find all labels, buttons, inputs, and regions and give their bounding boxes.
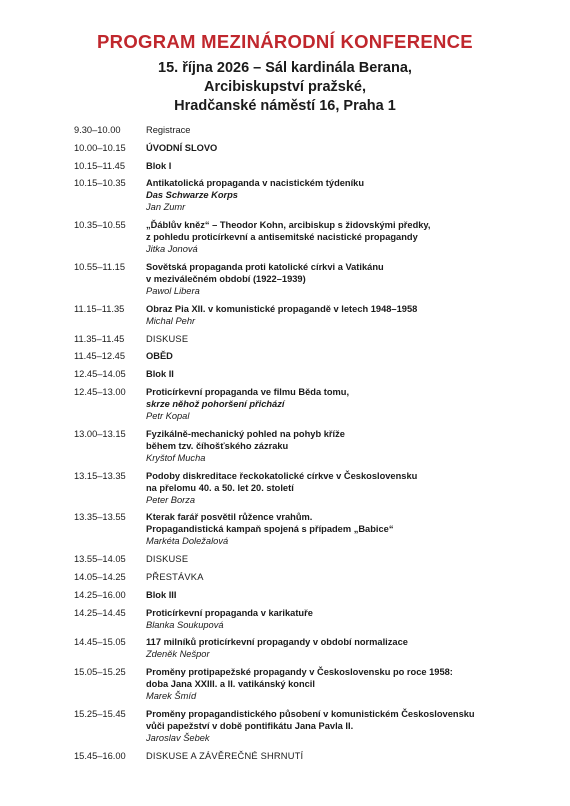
program-content xyxy=(146,511,514,547)
program-title-line: Kterak farář posvětil růžence vrahům. xyxy=(146,512,313,523)
program-time: 10.00–10.15 xyxy=(74,142,126,153)
program-title-line: Antikatolická propaganda v nacistickém týdeníku xyxy=(146,178,365,189)
program-time: 14.25–14.45 xyxy=(74,607,126,618)
program-item xyxy=(74,350,514,362)
program-title-line: během tzv. číhošťského zázraku xyxy=(146,440,289,451)
program-time: 12.45–14.05 xyxy=(74,369,126,380)
program-time: 11.15–11.35 xyxy=(74,303,125,314)
program-content xyxy=(146,160,514,172)
program-item xyxy=(74,553,514,565)
program-item xyxy=(74,607,514,631)
program-time: 12.45–13.00 xyxy=(74,386,126,397)
program-item xyxy=(74,177,514,213)
program-content xyxy=(146,142,514,154)
program-content xyxy=(146,708,514,744)
program-title-line: PŘESTÁVKA xyxy=(146,571,204,582)
program-item xyxy=(74,261,514,297)
program-item xyxy=(74,636,514,660)
program-time: 15.25–15.45 xyxy=(74,708,126,719)
program-content xyxy=(146,350,514,362)
program-title-line: vůči papežství v době pontifikátu Jana Pavla II. xyxy=(146,720,354,731)
program-time: 10.15–11.45 xyxy=(74,160,126,171)
program-time: 14.25–16.00 xyxy=(74,589,126,600)
program-content xyxy=(146,571,514,583)
program-content xyxy=(146,386,514,422)
event-organizer: Arcibiskupství pražské, xyxy=(204,79,366,95)
program-content xyxy=(146,177,514,213)
program-content xyxy=(146,636,514,660)
program-title-line: Podoby diskreditace řeckokatolické církve v Československu xyxy=(146,470,418,481)
program-item xyxy=(74,333,514,345)
speaker-name: Marek Šmíd xyxy=(146,691,197,702)
speaker-name: Pawol Libera xyxy=(146,285,200,296)
program-item xyxy=(74,124,514,136)
document-header xyxy=(0,0,570,116)
program-time: 15.05–15.25 xyxy=(74,667,126,678)
speaker-name: Michal Pehr xyxy=(146,315,196,326)
program-time: 13.15–13.35 xyxy=(74,470,126,481)
program-content xyxy=(146,607,514,631)
program-title-line: skrze něhož pohoršení přichází xyxy=(146,398,285,409)
program-title-line: OBĚD xyxy=(146,351,173,362)
document-title: PROGRAM MEZINÁRODNÍ KONFERENCE xyxy=(97,31,473,52)
speaker-name: Blanka Soukupová xyxy=(146,619,224,630)
program-title-line: v meziválečném období (1922–1939) xyxy=(146,273,306,284)
program-content xyxy=(146,428,514,464)
program-item xyxy=(74,708,514,744)
program-time: 13.35–13.55 xyxy=(74,512,126,523)
program-title-line: Blok II xyxy=(146,369,174,380)
speaker-name: Jaroslav Šebek xyxy=(146,732,210,743)
program-title-line: Obraz Pia XII. v komunistické propagandě v letech 1948–1958 xyxy=(146,303,418,314)
program-title-line: doba Jana XXIII. a II. vatikánský koncil xyxy=(146,679,315,690)
speaker-name: Jitka Jonová xyxy=(146,244,198,255)
program-time: 13.00–13.15 xyxy=(74,428,126,439)
program-title-line: Sovětská propaganda proti katolické církvi a Vatikánu xyxy=(146,261,384,272)
program-time: 14.05–14.25 xyxy=(74,571,126,582)
program-title-line: Proměny protipapežské propagandy v Československu po roce 1958: xyxy=(146,667,453,678)
program-content xyxy=(146,124,514,136)
program-title-line: na přelomu 40. a 50. let 20. století xyxy=(146,482,294,493)
program-time: 11.35–11.45 xyxy=(74,333,125,344)
speaker-name: Kryštof Mucha xyxy=(146,452,206,463)
program-title-line: Propagandistická kampaň spojená s případem „Babice“ xyxy=(146,524,394,535)
program-title-line: DISKUSE A ZÁVĚREČNÉ SHRNUTÍ xyxy=(146,750,304,761)
program-time: 14.45–15.05 xyxy=(74,637,126,648)
program-item xyxy=(74,750,514,762)
program-item xyxy=(74,219,514,255)
program-content xyxy=(146,470,514,506)
program-item xyxy=(74,303,514,327)
program-time: 9.30–10.00 xyxy=(74,125,121,135)
program-item xyxy=(74,160,514,172)
program-title-line: Blok III xyxy=(146,589,177,600)
program-item xyxy=(74,666,514,702)
speaker-name: Markéta Doležalová xyxy=(146,536,229,547)
program-title-line: Proměny propagandistického působení v komunistickém Československu xyxy=(146,708,475,719)
program-content xyxy=(146,303,514,327)
program-item xyxy=(74,571,514,583)
program-content xyxy=(146,589,514,601)
program-item xyxy=(74,428,514,464)
program-content xyxy=(146,333,514,345)
program-item xyxy=(74,142,514,154)
program-title-line: Registrace xyxy=(146,125,191,135)
program-title-line: Proticírkevní propaganda v karikatuře xyxy=(146,607,313,618)
program-content xyxy=(146,219,514,255)
program-title-line: „Ďáblův kněz“ – Theodor Kohn, arcibiskup s židovskými předky, xyxy=(146,220,431,231)
program-title-line: Proticírkevní propaganda ve filmu Běda tomu, xyxy=(146,386,350,397)
program-title-line: ÚVODNÍ SLOVO xyxy=(146,142,218,153)
program-title-line: Das Schwarze Korps xyxy=(146,190,238,201)
event-date-venue: 15. října 2026 – Sál kardinála Berana, xyxy=(158,60,412,76)
program-item xyxy=(74,368,514,380)
program-time: 10.55–11.15 xyxy=(74,261,126,272)
program-item xyxy=(74,386,514,422)
speaker-name: Jan Zumr xyxy=(146,202,186,213)
program-schedule xyxy=(74,124,514,768)
program-title-line: 117 milníků proticírkevní propagandy v období normalizace xyxy=(146,637,408,648)
program-item xyxy=(74,470,514,506)
program-content xyxy=(146,666,514,702)
program-item xyxy=(74,511,514,547)
program-time: 13.55–14.05 xyxy=(74,554,126,565)
program-time: 10.35–10.55 xyxy=(74,220,126,231)
program-title-line: Fyzikálně-mechanický pohled na pohyb kříže xyxy=(146,428,345,439)
program-content xyxy=(146,553,514,565)
program-content xyxy=(146,261,514,297)
speaker-name: Zdeněk Nešpor xyxy=(146,649,210,660)
program-time: 15.45–16.00 xyxy=(74,750,126,761)
program-title-line: z pohledu proticírkevní a antisemitské nacistické propagandy xyxy=(146,232,418,243)
speaker-name: Petr Kopal xyxy=(146,410,190,421)
event-address: Hradčanské náměstí 16, Praha 1 xyxy=(174,98,396,114)
program-title-line: DISKUSE xyxy=(146,333,189,344)
program-content xyxy=(146,750,514,762)
program-item xyxy=(74,589,514,601)
program-time: 11.45–12.45 xyxy=(74,351,126,362)
speaker-name: Peter Borza xyxy=(146,494,196,505)
program-time: 10.15–10.35 xyxy=(74,178,126,189)
event-info xyxy=(0,59,570,116)
program-content xyxy=(146,368,514,380)
program-title-line: Blok I xyxy=(146,160,172,171)
program-title-line: DISKUSE xyxy=(146,554,189,565)
